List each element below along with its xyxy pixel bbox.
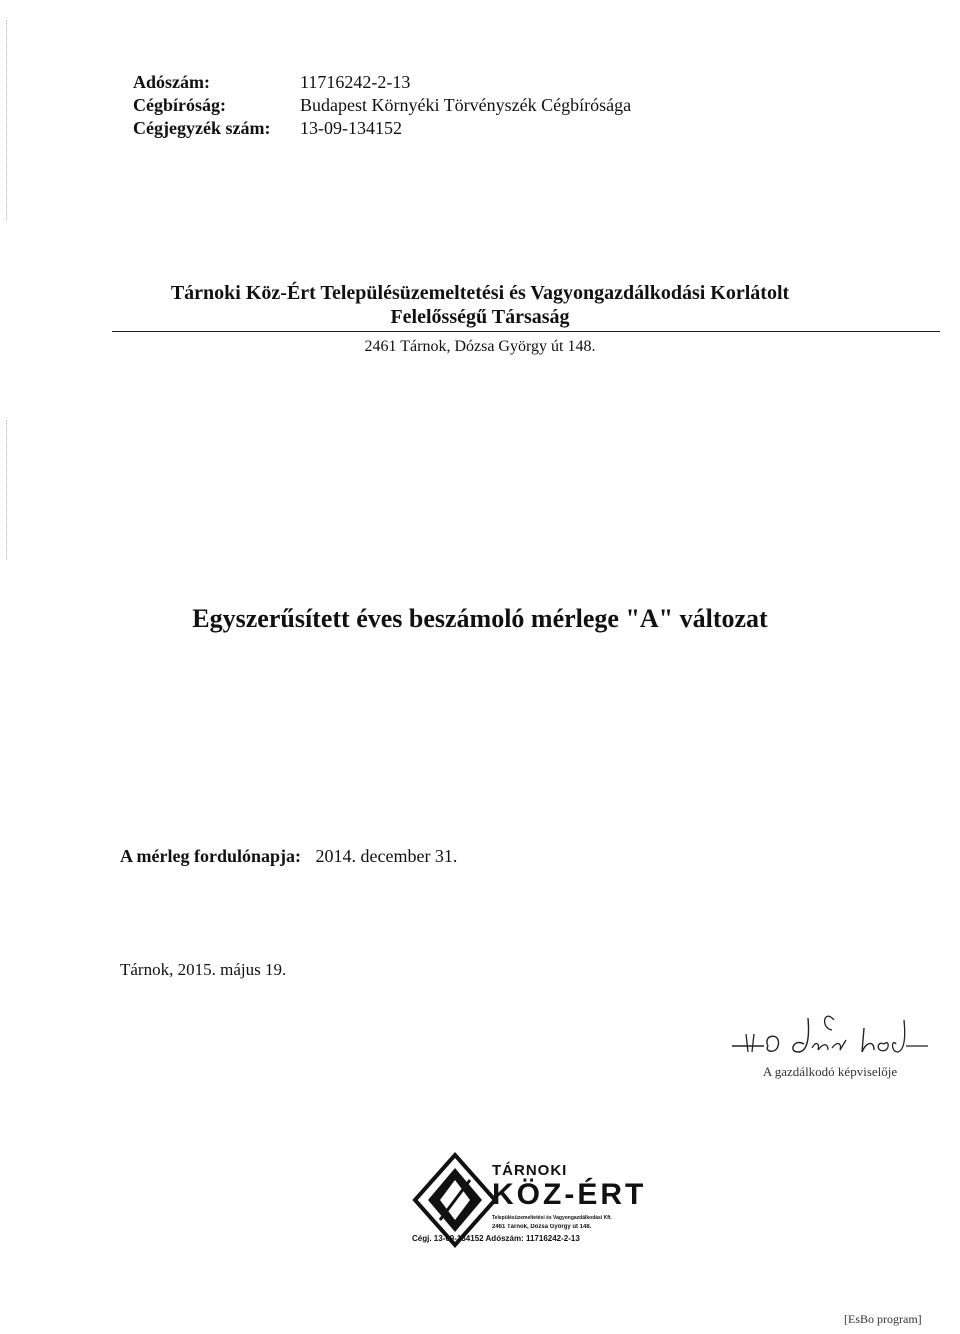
court-value: Budapest Környéki Törvényszék Cégbírósága [300, 95, 632, 115]
tax-number-label: Adószám: [133, 72, 210, 92]
balance-date-value: 2014. december 31. [315, 846, 458, 866]
scan-edge-mark [6, 20, 7, 220]
place-date: Tárnok, 2015. május 19. [120, 960, 287, 979]
signature-caption: A gazdálkodó képviselője [762, 1064, 898, 1079]
stamp-line5: Cégj. 13-09-134152 Adószám: 11716242-2-13 [412, 1234, 580, 1243]
balance-date [120, 846, 457, 867]
stamp-line3: Településüzemeltetési és Vagyongazdálkodási Kft. [492, 1215, 612, 1221]
footer-program: [EsBo program] [844, 1312, 922, 1326]
signature [724, 1000, 934, 1070]
company-address: 2461 Tárnok, Dózsa György út 148. [364, 338, 596, 355]
company-divider [112, 331, 940, 332]
court-label: Cégbíróság: [133, 95, 226, 115]
company-stamp [410, 1150, 650, 1260]
scan-edge-mark [6, 420, 7, 560]
company-name-line2: Felelősségű Társaság [390, 306, 570, 328]
stamp-line4: 2461 Tárnok, Dózsa György út 148. [492, 1224, 592, 1230]
balance-date-label: A mérleg fordulónapja: [120, 846, 301, 866]
registration-value: 13-09-134152 [300, 118, 402, 138]
stamp-line2: KÖZ-ÉRT [492, 1178, 647, 1211]
company-name-line1: Tárnoki Köz-Ért Településüzemeltetési és Vagyongazdálkodási Korlátolt [170, 282, 790, 304]
tax-number-value: 11716242-2-13 [300, 72, 411, 92]
document-title: Egyszerűsített éves beszámoló mérlege "A" változat [192, 604, 768, 633]
registration-label: Cégjegyzék szám: [133, 118, 271, 138]
stamp-line1: TÁRNOKI [492, 1162, 568, 1179]
